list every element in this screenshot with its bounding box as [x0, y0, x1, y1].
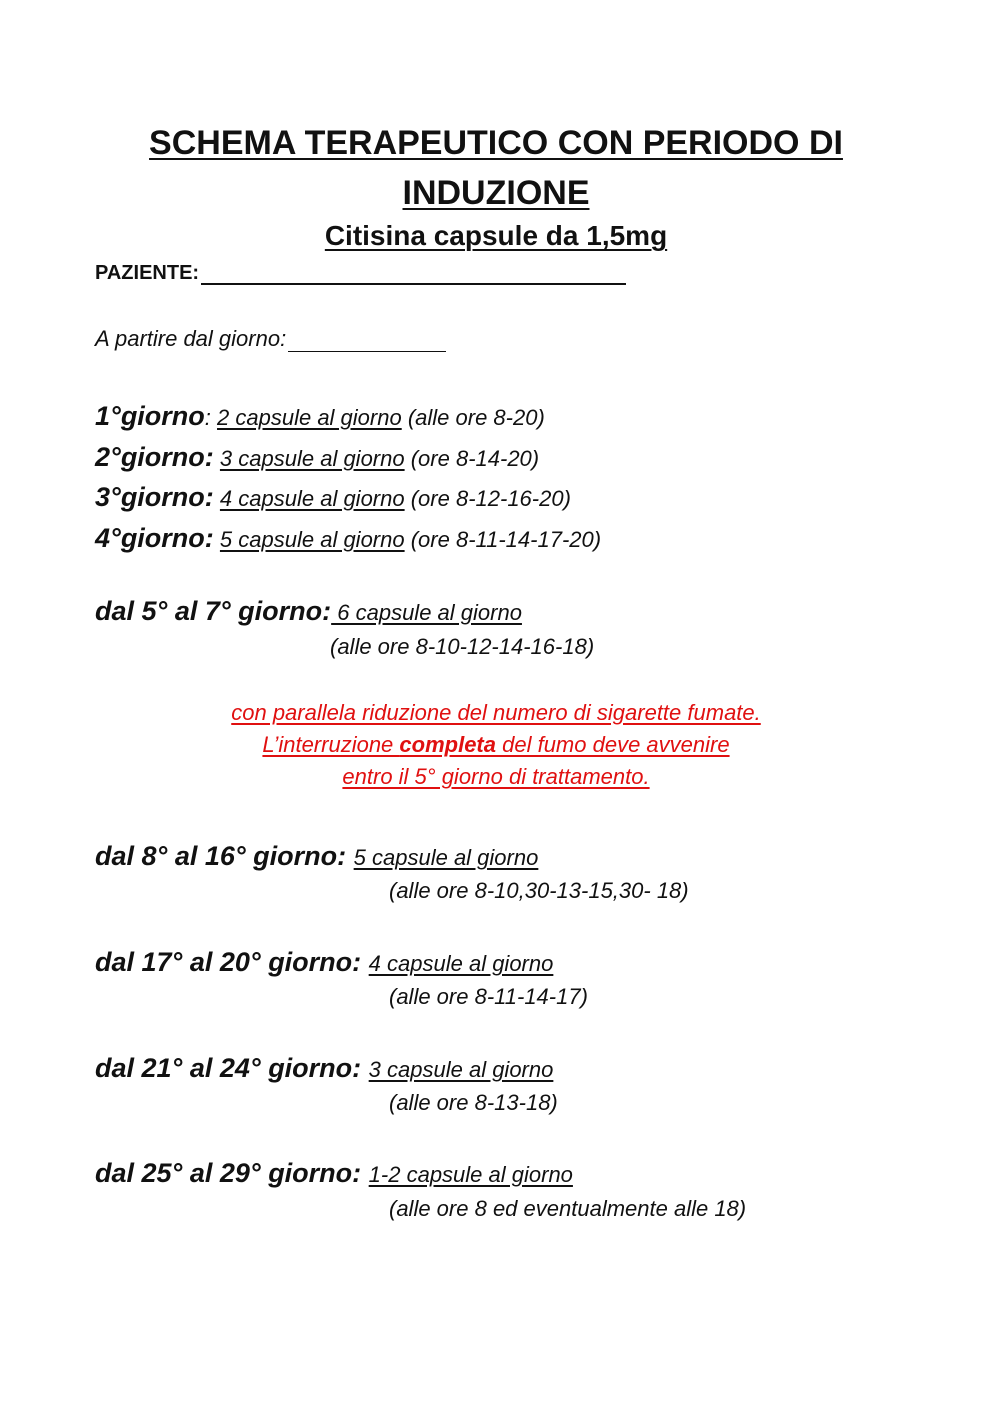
- note-emphasis: completa: [399, 732, 496, 757]
- period-row: [95, 949, 553, 976]
- period-label: dal 25° al 29° giorno:: [95, 1158, 369, 1188]
- day-label: 1°giorno: [95, 401, 205, 431]
- period-hours: (alle ore 8-10,30-13-15,30- 18): [389, 878, 689, 903]
- day-row: [95, 444, 539, 471]
- day-label: 3°giorno:: [95, 482, 214, 512]
- day-dose: 5 capsule al giorno: [219, 527, 405, 552]
- day-separator: :: [204, 405, 218, 430]
- period-hours: (alle ore 8-10-12-14-16-18): [330, 634, 595, 659]
- day-dose: 2 capsule al giorno: [217, 405, 402, 430]
- day-label: 2°giorno:: [95, 442, 214, 472]
- period-row: [95, 843, 538, 870]
- day-dose: 3 capsule al giorno: [219, 446, 405, 471]
- period-dose: 6 capsule al giorno: [331, 600, 522, 625]
- start-date-field: [95, 326, 446, 352]
- period-label: dal 17° al 20° giorno:: [95, 947, 369, 977]
- note-line-2: [0, 734, 992, 756]
- day-dose: 4 capsule al giorno: [219, 486, 405, 511]
- period-dose: 3 capsule al giorno: [368, 1057, 554, 1082]
- period-label: dal 21° al 24° giorno:: [95, 1053, 369, 1083]
- patient-field: [95, 262, 626, 285]
- title-line-2: INDUZIONE: [402, 174, 590, 212]
- start-date-blank-line: [288, 333, 446, 352]
- period-dose: 4 capsule al giorno: [368, 951, 554, 976]
- period-dose: 5 capsule al giorno: [353, 845, 539, 870]
- day-row: [95, 525, 601, 552]
- day-hours: (ore 8-12-16-20): [404, 486, 571, 511]
- day-hours: (alle ore 8-20): [401, 405, 545, 430]
- period-row: [95, 598, 522, 625]
- note-line-2-start: L’interruzione: [262, 732, 400, 757]
- period-hours: (alle ore 8-13-18): [389, 1090, 558, 1115]
- period-row: [95, 1055, 553, 1082]
- day-row: [95, 484, 571, 511]
- day-row: [95, 403, 545, 430]
- note-line-1: con parallela riduzione del numero di sigarette fumate.: [231, 700, 761, 725]
- note-line-3: entro il 5° giorno di trattamento.: [342, 764, 650, 789]
- subtitle: Citisina capsule da 1,5mg: [324, 220, 668, 251]
- title-line-1: SCHEMA TERAPEUTICO CON PERIODO DI: [149, 124, 843, 162]
- start-date-label: A partire dal giorno:: [95, 326, 287, 351]
- period-hours: (alle ore 8 ed eventualmente alle 18): [389, 1196, 747, 1221]
- period-label: dal 8° al 16° giorno:: [95, 841, 354, 871]
- period-row: [95, 1160, 573, 1187]
- day-hours: (ore 8-11-14-17-20): [404, 527, 602, 552]
- period-hours: (alle ore 8-11-14-17): [389, 984, 588, 1009]
- patient-blank-line: [201, 263, 626, 285]
- note-line-2-end: del fumo deve avvenire: [496, 732, 730, 757]
- day-label: 4°giorno:: [95, 523, 214, 553]
- period-dose: 1-2 capsule al giorno: [368, 1162, 573, 1187]
- patient-label: PAZIENTE:: [95, 262, 200, 284]
- period-label: dal 5° al 7° giorno:: [95, 596, 332, 626]
- day-hours: (ore 8-14-20): [404, 446, 540, 471]
